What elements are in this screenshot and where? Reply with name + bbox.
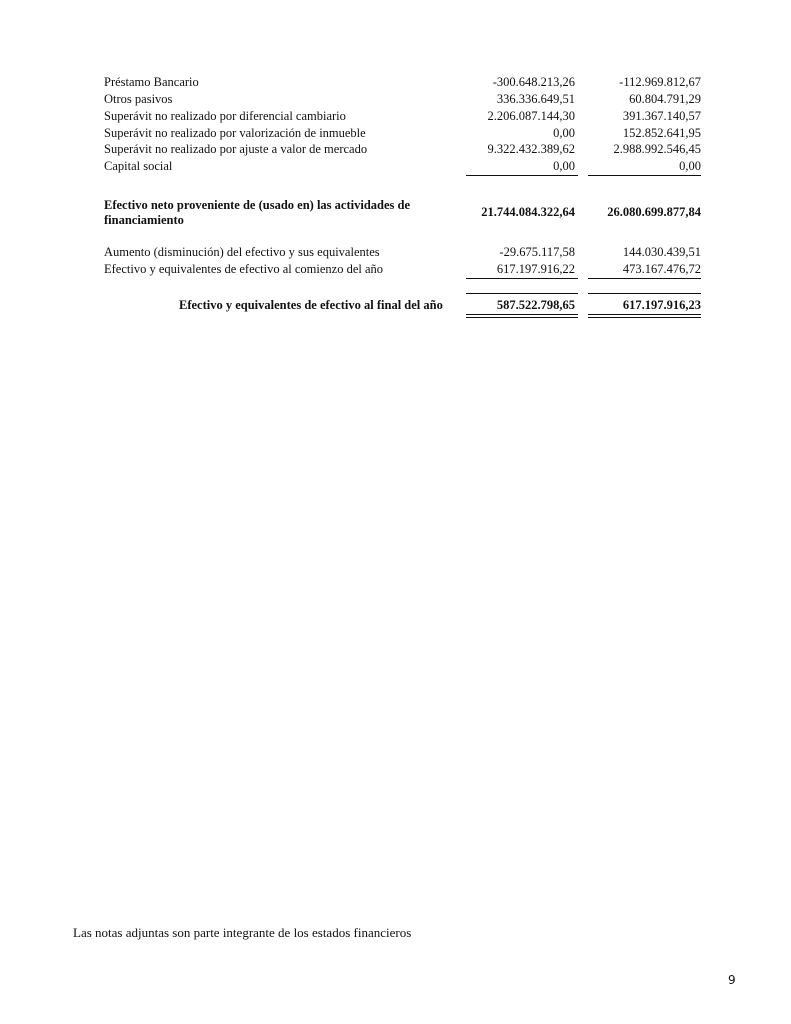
double-underline bbox=[588, 314, 701, 318]
double-underline bbox=[466, 314, 578, 318]
value-prior-year: 152.852.641,95 bbox=[622, 126, 701, 140]
value-current-year: 9.322.432.389,62 bbox=[487, 142, 575, 156]
row-label: Superávit no realizado por ajuste a valor de mercado bbox=[104, 142, 368, 156]
subtotal-rule bbox=[588, 278, 701, 279]
value-current-year: 617.197.916,22 bbox=[496, 262, 575, 276]
value-prior-year: 2.988.992.546,45 bbox=[613, 142, 701, 156]
table-row bbox=[104, 125, 704, 142]
value-current-year: 2.206.087.144,30 bbox=[487, 109, 575, 123]
subtotal-rule bbox=[466, 278, 578, 279]
subtotal-rule bbox=[588, 175, 701, 176]
value-prior-year: 473.167.476,72 bbox=[622, 262, 701, 276]
table-row bbox=[104, 244, 704, 261]
value-current-year: -29.675.117,58 bbox=[499, 245, 575, 259]
row-label: Superávit no realizado por valorización de inmueble bbox=[104, 126, 366, 140]
value-current-year: 336.336.649,51 bbox=[496, 92, 575, 106]
table-row bbox=[104, 91, 704, 108]
net-financing-row bbox=[104, 204, 704, 221]
value-current-year: 0,00 bbox=[553, 159, 575, 173]
value-prior-year: 391.367.140,57 bbox=[622, 109, 701, 123]
value-prior-year: 60.804.791,29 bbox=[629, 92, 701, 106]
row-label: Préstamo Bancario bbox=[104, 75, 199, 89]
value-current-year: -300.648.213,26 bbox=[492, 75, 575, 89]
row-label: Capital social bbox=[104, 159, 173, 173]
net-financing-current-year: 21.744.084.322,64 bbox=[481, 205, 575, 219]
row-label: Superávit no realizado por diferencial cambiario bbox=[104, 109, 346, 123]
value-prior-year: -112.969.812,67 bbox=[619, 75, 701, 89]
table-row bbox=[104, 158, 704, 175]
table-row bbox=[104, 108, 704, 125]
value-current-year: 0,00 bbox=[553, 126, 575, 140]
ending-cash-prior-year: 617.197.916,23 bbox=[622, 298, 701, 312]
total-top-rule bbox=[588, 293, 701, 294]
subtotal-rule bbox=[466, 175, 578, 176]
value-prior-year: 0,00 bbox=[679, 159, 701, 173]
table-row bbox=[104, 141, 704, 158]
row-label: Efectivo y equivalentes de efectivo al comienzo del año bbox=[104, 262, 384, 276]
page-number: 9 bbox=[728, 973, 736, 987]
row-label: Otros pasivos bbox=[104, 92, 173, 106]
table-row bbox=[104, 261, 704, 278]
ending-cash-current-year: 587.522.798,65 bbox=[496, 298, 575, 312]
net-financing-prior-year: 26.080.699.877,84 bbox=[607, 205, 701, 219]
footer-note: Las notas adjuntas son parte integrante de los estados financieros bbox=[73, 925, 412, 940]
table-row bbox=[104, 74, 704, 91]
ending-cash-row bbox=[104, 297, 704, 314]
ending-cash-label: Efectivo y equivalentes de efectivo al final del año bbox=[179, 298, 443, 312]
net-financing-label: Efectivo neto proveniente de (usado en) las actividades de financiamiento bbox=[104, 198, 411, 227]
total-top-rule bbox=[466, 293, 578, 294]
value-prior-year: 144.030.439,51 bbox=[622, 245, 701, 259]
row-label: Aumento (disminución) del efectivo y sus equivalentes bbox=[104, 245, 380, 259]
